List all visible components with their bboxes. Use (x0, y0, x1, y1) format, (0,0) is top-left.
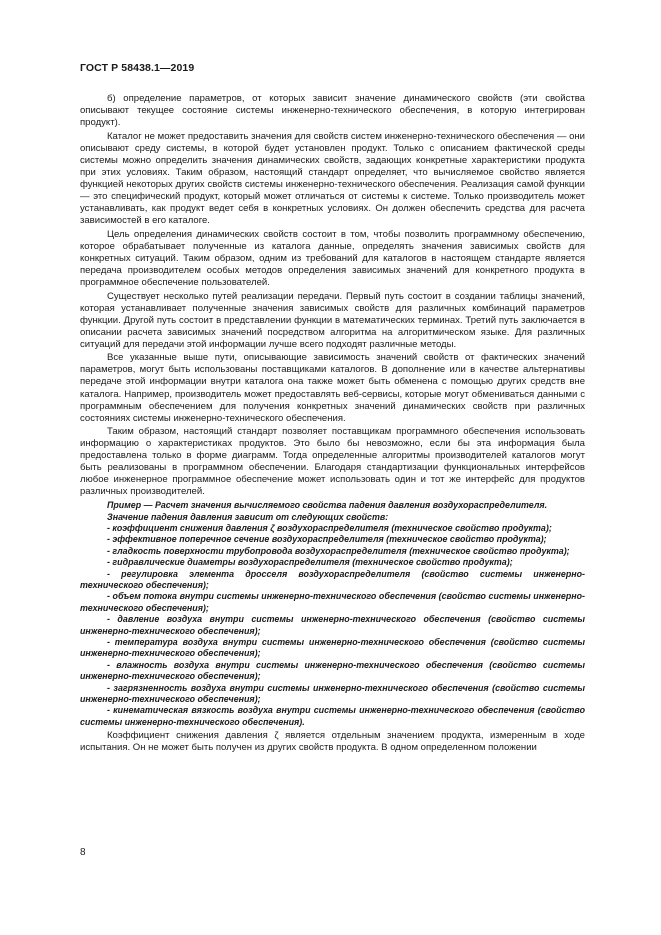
paragraph: Каталог не может предоставить значения для свойств систем инженерно-технического обеспечения — они описывают среду системы, в которой будет установлен продукт. Только с описанием фактической среды системы можно определить значения динамических свойств, задающих конкретные характеристики продукта при этих условиях. Таким образом, настоящий стандарт определяет, что вычисляемое свойство является функцией некоторых других свойств системы инженерно-технического обеспечения. Реализация самой функции — это специфический продукт, который может отличаться от системы к системе. Только производитель может устанавливать, как продукт ведет себя в конкретных условиях. Он должен обеспечить средства для расчета зависимостей в его каталоге. (80, 130, 585, 227)
example-list-item: - кинематическая вязкость воздуха внутри системы инженерно-технического обеспечения (свойство системы инженерно-технического обеспечения). (80, 705, 585, 727)
example-list-item: - коэффициент снижения давления ζ воздухораспределителя (техническое свойство продукта); (107, 522, 552, 533)
example-list-item: - давление воздуха внутри системы инженерно-технического обеспечения (свойство системы инженерно-технического обеспечения); (80, 614, 585, 636)
example-list-item: - гидравлические диаметры воздухораспределителя (техническое свойство продукта); (107, 557, 513, 568)
example-list-item: - влажность воздуха внутри системы инженерно-технического обеспечения (свойство системы инженерно-технического обеспечения); (80, 659, 585, 682)
document-body (80, 93, 585, 756)
example-list-item: - эффективное поперечное сечение воздухораспределителя (техническое свойство продукта); (107, 534, 547, 545)
example-list-item: - загрязненность воздуха внутри системы инженерно-технического обеспечения (свойство системы инженерно-технического обеспечения); (80, 682, 585, 705)
paragraph: Все указанные выше пути, описывающие зависимость значений свойств от фактических значений параметров, могут быть использованы поставщиками каталогов. В дополнение или в качестве альтернативы передаче этой информации внутри каталога она также может быть обменена с помощью других средств вне каталога. Например, производитель может предоставлять веб-сервисы, которые могут обмениваться данными с программным обеспечением для получения конкретных значений динамических свойств при различных состояниях системы инженерно-технического обеспечения. (80, 352, 585, 424)
example-list-item: - гладкость поверхности трубопровода воздухораспределителя (техническое свойство продукта); (107, 545, 570, 556)
paragraph: б) определение параметров, от которых зависит значение динамического свойств (эти свойства описывают текущее состояние системы инженерно-технического обеспечения, в которую интегрирован продукт). (80, 93, 585, 129)
example-list-item: - объем потока внутри системы инженерно-технического обеспечения (свойство системы инженерно-технического обеспечения); (80, 591, 585, 613)
example-list-item: - температура воздуха внутри системы инженерно-технического обеспечения (свойство системы инженерно-технического обеспечения); (80, 636, 585, 659)
example-block (80, 500, 585, 728)
paragraph: Коэффициент снижения давления ζ является отдельным значением продукта, измеренным в ходе испытания. Он не может быть получен из других свойств продукта. В одном определенном положении (80, 730, 585, 754)
paragraph: Цель определения динамических свойств состоит в том, чтобы позволить программному обеспечению, которое обрабатывает полученные из каталога данные, определять значения зависимых свойств для конкретных ситуаций. Таким образом, одним из требований для каталогов в настоящем стандарте является передача производителем особых методов определения зависимых значений для конкретного продукта в программное обеспечение пользователей. (80, 228, 585, 288)
example-title: Пример — Расчет значения вычисляемого свойства падения давления воздухораспределителя. (107, 500, 548, 511)
document-header: ГОСТ Р 58438.1—2019 (80, 62, 195, 74)
page-number: 8 (80, 847, 86, 858)
example-line: Значение падения давления зависит от следующих свойств: (107, 511, 389, 522)
paragraph: Таким образом, настоящий стандарт позволяет поставщикам программного обеспечения использовать информацию о характеристиках продуктов. Это было бы невозможно, если бы эта информация была предоставлена только в форме диаграмм. Тогда определенные алгоритмы производителей каталогов могут быть реализованы в программном обеспечении. Благодаря стандартизации функциональных интерфейсов любое инженерное программное обеспечение может использовать один и тот же интерфейс для продуктов различных производителей. (80, 426, 585, 498)
example-list-item: - регулировка элемента дросселя воздухораспределителя (свойство системы инженерно-технического обеспечения); (80, 568, 585, 590)
paragraph: Существует несколько путей реализации передачи. Первый путь состоит в создании таблицы значений, которая устанавливает полученные значения зависимых свойств для различных комбинаций параметров функции. Другой путь состоит в представлении функции в математических терминах. Третий путь заключается в описании расчета зависимых значений посредством алгоритма на алгоритмическом языке. Для различных ситуаций для передачи этой информации лучше всего подходят различные методы. (80, 290, 585, 350)
